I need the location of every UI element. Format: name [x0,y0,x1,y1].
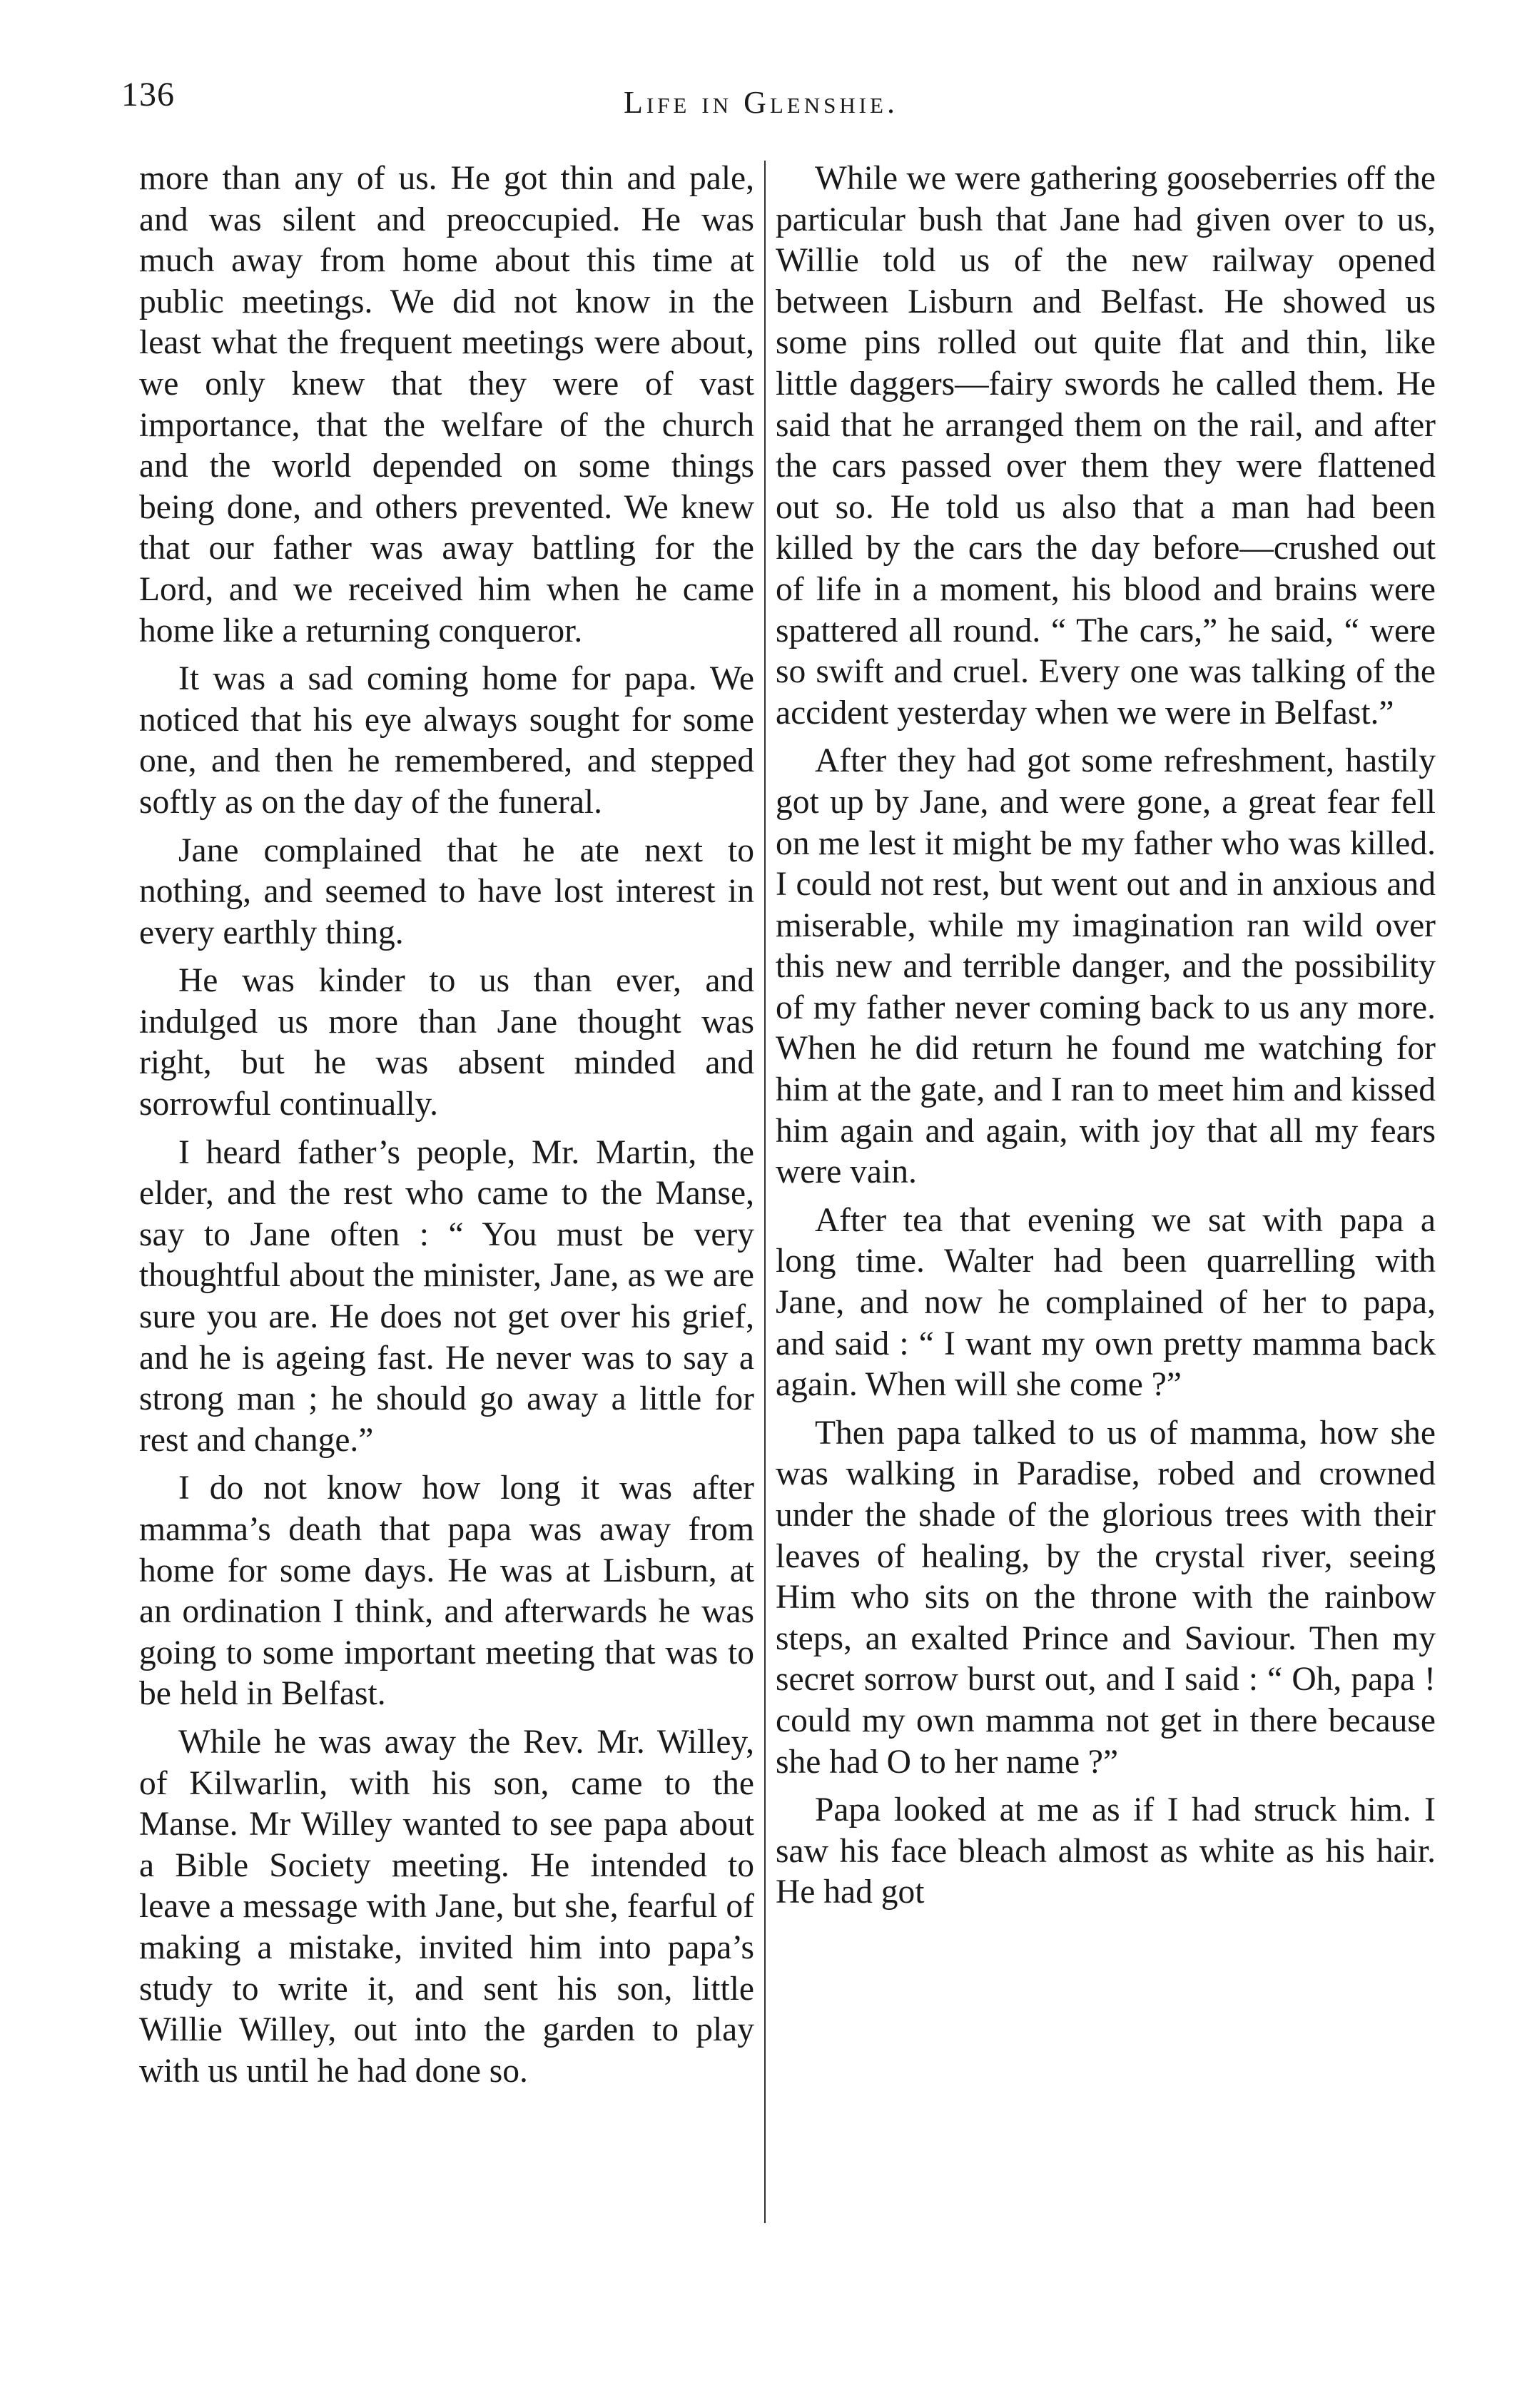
right-column [776,158,1436,1913]
paragraph: While we were gathering gooseberries off the particular bush that Jane had given over to us, Willie told us of the new railway opened between Lisburn and Belfast. He showed us some pins rolled out quite flat and thin, like little daggers—fairy swords he called them. He said that he arranged them on the rail, and after the cars passed over them they were flattened out so. He told us also that a man had been killed by the cars the day before—crushed out of life in a moment, his blood and brains were spattered all round. “ The cars,” he said, “ were so swift and cruel. Every one was talking of the accident yesterday when we were in Belfast.” [776,160,1436,732]
paragraph: more than any of us. He got thin and pale, and was silent and preoccupied. He was much away from home about this time at public meetings. We did not know in the least what the frequent meetings were about, we only knew that they were of vast importance, that the welfare of the church and the world depended on some things being done, and others prevented. We knew that our father was away battling for the Lord, and we received him when he came home like a returning conqueror. [139,160,754,649]
paragraph: After tea that evening we sat with papa a long time. Walter had been quarrelling with Jane, and now he complained of her to papa, and said : “ I want my own pretty mamma back again. When will she come ?” [776,1201,1436,1404]
paragraph: I heard father’s people, Mr. Martin, the elder, and the rest who came to the Manse, say to Jane often : “ You must be very thoughtful about the minister, Jane, as we are sure you are. He does not get over his grief, and he is ageing fast. He never was to say a strong man ; he should go away a little for rest and change.” [139,1133,754,1459]
paragraph: After they had got some refreshment, hastily got up by Jane, and were gone, a great fear fell on me lest it might be my father who was killed. I could not rest, but went out and in anxious and miserable, while my imagination ran wild over this new and terrible danger, and the possibility of my father never coming back to us any more. When he did return he found me watching for him at the gate, and I ran to meet him and kissed him again and again, with joy that all my fears were vain. [776,742,1436,1191]
page-number: 136 [121,76,175,113]
running-title: Life in Glenshie. [623,85,898,120]
paragraph: He was kinder to us than ever, and indulged us more than Jane thought was right, but he was absent minded and sorrowful continually. [139,962,754,1123]
paragraph: While he was away the Rev. Mr. Willey, of Kilwarlin, with his son, came to the Manse. Mr Willey wanted to see papa about a Bible Society meeting. He intended to leave a message with Jane, but she, fearful of making a mistake, invited him into papa’s study to write it, and sent his son, little Willie Willey, out into the garden to play with us until he had done so. [139,1723,754,2090]
paragraph: I do not know how long it was after mamma’s death that papa was away from home for some days. He was at Lisburn, at an ordination I think, and afterwards he was going to some important meeting that was to be held in Belfast. [139,1469,754,1713]
paragraph: Then papa talked to us of mamma, how she was walking in Paradise, robed and crowned under the shade of the glorious trees with their leaves of healing, by the crystal river, seeing Him who sits on the throne with the rainbow steps, an exalted Prince and Saviour. Then my secret sorrow burst out, and I said : “ Oh, papa ! could my own mamma not get in there because she had O to her name ?” [776,1414,1436,1781]
paragraph: Jane complained that he ate next to nothing, and seemed to have lost interest in every earthly thing. [139,831,754,951]
paragraph: Papa looked at me as if I had struck him. I saw his face bleach almost as white as his hair. He had got [776,1791,1436,1911]
left-column [139,158,754,2092]
paragraph: It was a sad coming home for papa. We noticed that his eye always sought for some one, and then he remembered, and stepped softly as on the day of the funeral. [139,660,754,821]
column-divider [764,161,766,2223]
